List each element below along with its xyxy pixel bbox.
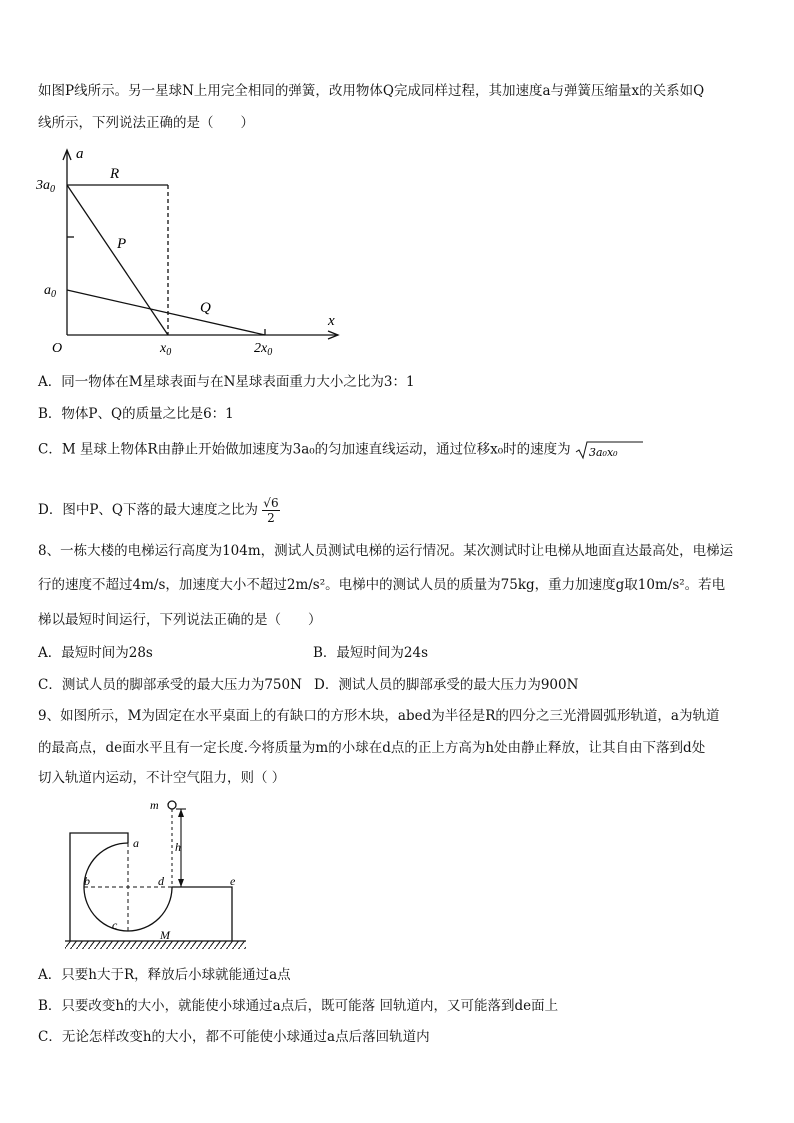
q7-option-d-numerator: 6 [270,496,279,510]
q9-line2: 的最高点，de面水平且有一定长度.今将质量为m的小球在d点的正上方高为h处由静止释放，让其自由下落到d处 [38,740,706,756]
q9-line3: 切入轨道内运动，不计空气阻力，则（ ） [38,770,286,786]
q8-option-c: C．测试人员的脚部承受的最大压力为750N [38,677,302,693]
q8-option-a: A．最短时间为28s [38,645,153,661]
q9-label-b: b [84,874,90,888]
q9-line1: 9、如图所示，M为固定在水平桌面上的有缺口的方形木块，abed为半径是R的四分之三光滑圆弧形轨道，a为轨道 [38,708,720,724]
q7-graph [30,140,350,360]
q9-label-a: a [133,836,139,850]
q7-option-c-root: 3a₀x₀ [588,446,618,459]
q7-axis-a-label: a [76,146,84,162]
q9-label-d: d [158,874,164,888]
q7-tick-3a0: $3a_0$ [36,178,55,195]
q7-option-a: A．同一物体在M星球表面与在N星球表面重力大小之比为3：1 [38,374,415,390]
q9-label-e: e [230,874,236,888]
q9-label-h: h [175,840,181,854]
q9-option-a: A．只要h大于R，释放后小球就能通过a点 [38,967,291,983]
q7-option-d-denominator: 2 [267,511,275,525]
q7-stem-line1: 如图P线所示。另一星球N上用完全相同的弹簧，改用物体Q完成同样过程，其加速度a与弹簧压缩量x的关系如Q [38,83,705,99]
q7-option-d [38,490,280,530]
q7-option-c-text: C．M 星球上物体R由静止开始做加速度为3a₀的匀加速直线运动，通过位移x₀时的速度为 [38,441,571,458]
q8-option-d: D．测试人员的脚部承受的最大压力为900N [314,677,579,693]
q9-option-c: C．无论怎样改变h的大小，都不可能使小球通过a点后落回轨道内 [38,1029,430,1045]
q7-tick-a0: $a_0$ [44,283,56,300]
q7-origin-label: O [52,341,63,356]
q8-line3: 梯以最短时间运行，下列说法正确的是（ ） [38,612,322,628]
q7-label-R: R [110,166,120,182]
q7-tick-x0: $x_0$ [160,341,172,358]
q7-option-b: B．物体P、Q的质量之比是6：1 [38,406,234,422]
q8-line1: 8、一栋大楼的电梯运行高度为104m，测试人员测试电梯的运行情况。某次测试时让电梯从地面直达最高处，电梯运 [38,543,734,559]
q9-diagram [60,795,250,960]
q8-line2: 行的速度不超过4m/s，加速度大小不超过2m/s²。电梯中的测试人员的质量为75kg，重力加速度g取10m/s²。若电 [38,577,726,593]
q7-axis-x-label: x [328,313,335,329]
q7-label-Q: Q [200,300,211,316]
sqrt-symbol-icon [575,440,645,460]
q7-label-P: P [117,236,127,252]
q9-label-M: M [160,928,170,942]
q7-option-c [38,440,645,460]
q9-label-c: c [112,918,118,932]
q7-stem-line2: 线所示，下列说法正确的是（ ） [38,115,254,131]
q7-option-d-fraction: $\frac{√6}{2}$ [263,496,279,525]
q8-option-b: B．最短时间为24s [313,645,429,661]
q7-tick-2x0: $2x_0$ [254,341,273,358]
q9-label-m: m [150,798,159,812]
q9-option-b: B．只要改变h的大小，就能使小球通过a点后，既可能落 回轨道内，又可能落到de面上 [38,998,559,1014]
q7-option-d-text: D．图中P、Q下落的最大速度之比为 [38,502,258,518]
